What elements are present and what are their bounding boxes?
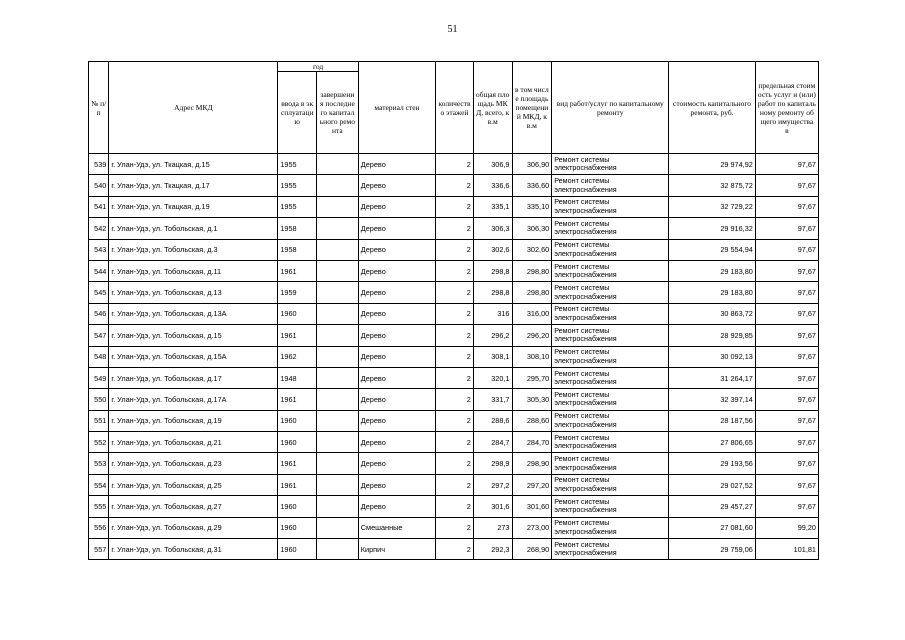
header-year-commission: ввода в эксплуатацию xyxy=(278,72,317,154)
cell-limit-cost: 99,20 xyxy=(755,517,818,538)
cell-floors: 2 xyxy=(436,325,474,346)
cell-year-last-repair xyxy=(317,154,359,175)
cell-number: 549 xyxy=(89,367,109,388)
cell-year-last-repair xyxy=(317,282,359,303)
cell-total-area: 320,1 xyxy=(473,367,512,388)
cell-address: г. Улан-Удэ, ул. Тобольская, д.31 xyxy=(109,539,278,560)
cell-year-last-repair xyxy=(317,239,359,260)
cell-number: 544 xyxy=(89,260,109,281)
cell-number: 557 xyxy=(89,539,109,560)
cell-address: г. Улан-Удэ, ул. Тобольская, д.15А xyxy=(109,346,278,367)
cell-work-type: Ремонт системы электроснабжения xyxy=(552,175,669,196)
cell-work-type: Ремонт системы электроснабжения xyxy=(552,539,669,560)
cell-limit-cost: 97,67 xyxy=(755,282,818,303)
cell-number: 550 xyxy=(89,389,109,410)
cell-floors: 2 xyxy=(436,410,474,431)
cell-incl-area: 298,80 xyxy=(512,282,552,303)
cell-year-last-repair xyxy=(317,539,359,560)
cell-incl-area: 296,20 xyxy=(512,325,552,346)
cell-year-commission: 1960 xyxy=(278,303,317,324)
cell-cost: 27 081,60 xyxy=(669,517,756,538)
cell-total-area: 298,9 xyxy=(473,453,512,474)
table-row xyxy=(89,239,819,260)
cell-number: 554 xyxy=(89,474,109,495)
cell-work-type: Ремонт системы электроснабжения xyxy=(552,474,669,495)
table-row xyxy=(89,303,819,324)
cell-address: г. Улан-Удэ, ул. Тобольская, д.15 xyxy=(109,325,278,346)
cell-cost: 28 187,56 xyxy=(669,410,756,431)
cell-total-area: 308,1 xyxy=(473,346,512,367)
cell-total-area: 306,9 xyxy=(473,154,512,175)
cell-year-last-repair xyxy=(317,346,359,367)
cell-address: г. Улан-Удэ, ул. Тобольская, д.21 xyxy=(109,432,278,453)
cell-limit-cost: 97,67 xyxy=(755,260,818,281)
cell-floors: 2 xyxy=(436,175,474,196)
cell-incl-area: 268,90 xyxy=(512,539,552,560)
cell-wall-material: Дерево xyxy=(358,239,435,260)
cell-wall-material: Дерево xyxy=(358,196,435,217)
cell-cost: 32 875,72 xyxy=(669,175,756,196)
cell-year-last-repair xyxy=(317,496,359,517)
cell-total-area: 316 xyxy=(473,303,512,324)
cell-year-commission: 1962 xyxy=(278,346,317,367)
cell-year-last-repair xyxy=(317,175,359,196)
cell-total-area: 306,3 xyxy=(473,218,512,239)
cell-cost: 29 554,94 xyxy=(669,239,756,260)
cell-incl-area: 335,10 xyxy=(512,196,552,217)
cell-number: 546 xyxy=(89,303,109,324)
cell-year-last-repair xyxy=(317,432,359,453)
cell-total-area: 288,6 xyxy=(473,410,512,431)
cell-limit-cost: 97,67 xyxy=(755,239,818,260)
cell-number: 552 xyxy=(89,432,109,453)
table-row xyxy=(89,175,819,196)
cell-year-commission: 1961 xyxy=(278,260,317,281)
cell-cost: 29 183,80 xyxy=(669,282,756,303)
cell-limit-cost: 101,81 xyxy=(755,539,818,560)
cell-address: г. Улан-Удэ, ул. Тобольская, д.25 xyxy=(109,474,278,495)
cell-number: 543 xyxy=(89,239,109,260)
cell-work-type: Ремонт системы электроснабжения xyxy=(552,367,669,388)
cell-work-type: Ремонт системы электроснабжения xyxy=(552,218,669,239)
page-number: 51 xyxy=(447,24,458,35)
cell-work-type: Ремонт системы электроснабжения xyxy=(552,196,669,217)
cell-total-area: 298,8 xyxy=(473,282,512,303)
cell-limit-cost: 97,67 xyxy=(755,346,818,367)
cell-year-commission: 1959 xyxy=(278,282,317,303)
cell-wall-material: Дерево xyxy=(358,175,435,196)
cell-incl-area: 306,30 xyxy=(512,218,552,239)
cell-total-area: 301,6 xyxy=(473,496,512,517)
cell-wall-material: Дерево xyxy=(358,432,435,453)
cell-address: г. Улан-Удэ, ул. Тобольская, д.3 xyxy=(109,239,278,260)
cell-number: 540 xyxy=(89,175,109,196)
cell-total-area: 292,3 xyxy=(473,539,512,560)
cell-year-last-repair xyxy=(317,453,359,474)
cell-year-last-repair xyxy=(317,367,359,388)
cell-year-last-repair xyxy=(317,325,359,346)
cell-address: г. Улан-Удэ, ул. Тобольская, д.17А xyxy=(109,389,278,410)
cell-work-type: Ремонт системы электроснабжения xyxy=(552,496,669,517)
cell-number: 548 xyxy=(89,346,109,367)
cell-floors: 2 xyxy=(436,539,474,560)
table-row xyxy=(89,346,819,367)
cell-incl-area: 336,60 xyxy=(512,175,552,196)
cell-year-commission: 1948 xyxy=(278,367,317,388)
cell-cost: 30 092,13 xyxy=(669,346,756,367)
table-row xyxy=(89,517,819,538)
table-row xyxy=(89,453,819,474)
cell-work-type: Ремонт системы электроснабжения xyxy=(552,282,669,303)
cell-number: 541 xyxy=(89,196,109,217)
cell-floors: 2 xyxy=(436,432,474,453)
header-cost: стоимость капитального ремонта, руб. xyxy=(669,62,756,154)
cell-number: 545 xyxy=(89,282,109,303)
cell-year-commission: 1961 xyxy=(278,474,317,495)
cell-incl-area: 298,90 xyxy=(512,453,552,474)
cell-incl-area: 288,60 xyxy=(512,410,552,431)
cell-address: г. Улан-Удэ, ул. Ткацкая, д.15 xyxy=(109,154,278,175)
cell-year-commission: 1960 xyxy=(278,517,317,538)
header-limit-cost: предельная стоимость услуг и (или) работ по капитальному ремонту общего имущества в xyxy=(755,62,818,154)
cell-cost: 31 264,17 xyxy=(669,367,756,388)
cell-floors: 2 xyxy=(436,154,474,175)
cell-limit-cost: 97,67 xyxy=(755,367,818,388)
cell-incl-area: 308,10 xyxy=(512,346,552,367)
cell-address: г. Улан-Удэ, ул. Тобольская, д.19 xyxy=(109,410,278,431)
cell-work-type: Ремонт системы электроснабжения xyxy=(552,303,669,324)
header-incl-area: в том числе площадь помещений МКД, кв.м xyxy=(512,62,552,154)
cell-address: г. Улан-Удэ, ул. Тобольская, д.17 xyxy=(109,367,278,388)
cell-limit-cost: 97,67 xyxy=(755,453,818,474)
table-row xyxy=(89,218,819,239)
header-work-type: вид работ/услуг по капитальному ремонту xyxy=(552,62,669,154)
cell-limit-cost: 97,67 xyxy=(755,496,818,517)
cell-year-commission: 1955 xyxy=(278,175,317,196)
cell-limit-cost: 97,67 xyxy=(755,432,818,453)
cell-year-last-repair xyxy=(317,517,359,538)
cell-limit-cost: 97,67 xyxy=(755,218,818,239)
cell-wall-material: Дерево xyxy=(358,474,435,495)
cell-floors: 2 xyxy=(436,517,474,538)
cell-wall-material: Дерево xyxy=(358,260,435,281)
cell-cost: 29 916,32 xyxy=(669,218,756,239)
cell-total-area: 335,1 xyxy=(473,196,512,217)
cell-wall-material: Дерево xyxy=(358,389,435,410)
cell-total-area: 336,6 xyxy=(473,175,512,196)
cell-limit-cost: 97,67 xyxy=(755,175,818,196)
cell-limit-cost: 97,67 xyxy=(755,389,818,410)
cell-year-last-repair xyxy=(317,389,359,410)
cell-cost: 32 397,14 xyxy=(669,389,756,410)
cell-wall-material: Дерево xyxy=(358,303,435,324)
cell-year-commission: 1960 xyxy=(278,410,317,431)
table-row xyxy=(89,260,819,281)
cell-year-commission: 1961 xyxy=(278,453,317,474)
cell-incl-area: 316,00 xyxy=(512,303,552,324)
cell-cost: 27 806,65 xyxy=(669,432,756,453)
cell-address: г. Улан-Удэ, ул. Ткацкая, д.19 xyxy=(109,196,278,217)
table-row xyxy=(89,389,819,410)
table-header xyxy=(89,62,819,154)
cell-total-area: 296,2 xyxy=(473,325,512,346)
cell-total-area: 297,2 xyxy=(473,474,512,495)
cell-wall-material: Дерево xyxy=(358,154,435,175)
table-row xyxy=(89,154,819,175)
cell-year-last-repair xyxy=(317,410,359,431)
cell-number: 539 xyxy=(89,154,109,175)
cell-total-area: 331,7 xyxy=(473,389,512,410)
cell-cost: 29 974,92 xyxy=(669,154,756,175)
cell-incl-area: 284,70 xyxy=(512,432,552,453)
cell-limit-cost: 97,67 xyxy=(755,474,818,495)
cell-wall-material: Дерево xyxy=(358,346,435,367)
cell-year-commission: 1958 xyxy=(278,218,317,239)
cell-work-type: Ремонт системы электроснабжения xyxy=(552,346,669,367)
cell-limit-cost: 97,67 xyxy=(755,325,818,346)
cell-floors: 2 xyxy=(436,196,474,217)
cell-number: 556 xyxy=(89,517,109,538)
cell-floors: 2 xyxy=(436,474,474,495)
cell-incl-area: 306,90 xyxy=(512,154,552,175)
cell-floors: 2 xyxy=(436,346,474,367)
cell-number: 547 xyxy=(89,325,109,346)
cell-cost: 29 759,06 xyxy=(669,539,756,560)
cell-address: г. Улан-Удэ, ул. Тобольская, д.1 xyxy=(109,218,278,239)
cell-cost: 28 929,85 xyxy=(669,325,756,346)
cell-number: 551 xyxy=(89,410,109,431)
cell-wall-material: Дерево xyxy=(358,453,435,474)
cell-year-last-repair xyxy=(317,196,359,217)
cell-work-type: Ремонт системы электроснабжения xyxy=(552,517,669,538)
cell-limit-cost: 97,67 xyxy=(755,154,818,175)
table-row xyxy=(89,496,819,517)
cell-year-last-repair xyxy=(317,474,359,495)
cell-wall-material: Дерево xyxy=(358,325,435,346)
cell-address: г. Улан-Удэ, ул. Тобольская, д.27 xyxy=(109,496,278,517)
cell-work-type: Ремонт системы электроснабжения xyxy=(552,410,669,431)
cell-floors: 2 xyxy=(436,239,474,260)
cell-work-type: Ремонт системы электроснабжения xyxy=(552,325,669,346)
cell-total-area: 302,6 xyxy=(473,239,512,260)
table-row xyxy=(89,325,819,346)
cell-address: г. Улан-Удэ, ул. Ткацкая, д.17 xyxy=(109,175,278,196)
cell-year-commission: 1960 xyxy=(278,496,317,517)
cell-wall-material: Дерево xyxy=(358,367,435,388)
table-row xyxy=(89,410,819,431)
table-body xyxy=(89,154,819,560)
cell-wall-material: Дерево xyxy=(358,496,435,517)
cell-address: г. Улан-Удэ, ул. Тобольская, д.13 xyxy=(109,282,278,303)
cell-incl-area: 273,00 xyxy=(512,517,552,538)
cell-total-area: 284,7 xyxy=(473,432,512,453)
cell-cost: 29 183,80 xyxy=(669,260,756,281)
cell-address: г. Улан-Удэ, ул. Тобольская, д.13А xyxy=(109,303,278,324)
header-floors: количество этажей xyxy=(436,62,474,154)
cell-year-last-repair xyxy=(317,303,359,324)
cell-year-last-repair xyxy=(317,218,359,239)
table-row xyxy=(89,196,819,217)
header-total-area: общая площадь МКД, всего, кв.м xyxy=(473,62,512,154)
cell-limit-cost: 97,67 xyxy=(755,410,818,431)
cell-floors: 2 xyxy=(436,367,474,388)
cell-cost: 29 457,27 xyxy=(669,496,756,517)
cell-year-commission: 1955 xyxy=(278,196,317,217)
cell-work-type: Ремонт системы электроснабжения xyxy=(552,432,669,453)
cell-number: 542 xyxy=(89,218,109,239)
header-no: № п/п xyxy=(89,62,109,154)
cell-incl-area: 298,80 xyxy=(512,260,552,281)
cell-year-commission: 1955 xyxy=(278,154,317,175)
cell-wall-material: Дерево xyxy=(358,410,435,431)
cell-floors: 2 xyxy=(436,453,474,474)
table-row xyxy=(89,432,819,453)
cell-number: 553 xyxy=(89,453,109,474)
cell-incl-area: 297,20 xyxy=(512,474,552,495)
header-year-last-repair: завершения последнего капитального ремонта xyxy=(317,72,359,154)
cell-work-type: Ремонт системы электроснабжения xyxy=(552,239,669,260)
cell-cost: 32 729,22 xyxy=(669,196,756,217)
cell-wall-material: Дерево xyxy=(358,218,435,239)
cell-address: г. Улан-Удэ, ул. Тобольская, д.23 xyxy=(109,453,278,474)
cell-floors: 2 xyxy=(436,282,474,303)
table-row xyxy=(89,474,819,495)
header-year: год xyxy=(278,62,358,72)
cell-wall-material: Смешанные xyxy=(358,517,435,538)
cell-year-commission: 1960 xyxy=(278,539,317,560)
cell-incl-area: 295,70 xyxy=(512,367,552,388)
cell-address: г. Улан-Удэ, ул. Тобольская, д.29 xyxy=(109,517,278,538)
cell-wall-material: Дерево xyxy=(358,282,435,303)
cell-incl-area: 305,30 xyxy=(512,389,552,410)
cell-work-type: Ремонт системы электроснабжения xyxy=(552,260,669,281)
cell-year-commission: 1958 xyxy=(278,239,317,260)
cell-year-commission: 1961 xyxy=(278,389,317,410)
cell-cost: 29 027,52 xyxy=(669,474,756,495)
cell-work-type: Ремонт системы электроснабжения xyxy=(552,389,669,410)
housing-repair-table xyxy=(88,61,819,560)
cell-floors: 2 xyxy=(436,496,474,517)
cell-year-commission: 1960 xyxy=(278,432,317,453)
table-row xyxy=(89,367,819,388)
cell-limit-cost: 97,67 xyxy=(755,196,818,217)
cell-limit-cost: 97,67 xyxy=(755,303,818,324)
table-row xyxy=(89,282,819,303)
header-wall-material: материал стен xyxy=(358,62,435,154)
cell-work-type: Ремонт системы электроснабжения xyxy=(552,154,669,175)
cell-floors: 2 xyxy=(436,218,474,239)
cell-total-area: 298,8 xyxy=(473,260,512,281)
cell-wall-material: Кирпич xyxy=(358,539,435,560)
cell-total-area: 273 xyxy=(473,517,512,538)
cell-year-commission: 1961 xyxy=(278,325,317,346)
cell-floors: 2 xyxy=(436,260,474,281)
cell-cost: 30 863,72 xyxy=(669,303,756,324)
header-address: Адрес МКД xyxy=(109,62,278,154)
cell-number: 555 xyxy=(89,496,109,517)
cell-address: г. Улан-Удэ, ул. Тобольская, д.11 xyxy=(109,260,278,281)
cell-cost: 29 193,56 xyxy=(669,453,756,474)
cell-incl-area: 301,60 xyxy=(512,496,552,517)
cell-floors: 2 xyxy=(436,303,474,324)
cell-year-last-repair xyxy=(317,260,359,281)
cell-floors: 2 xyxy=(436,389,474,410)
cell-incl-area: 302,60 xyxy=(512,239,552,260)
cell-work-type: Ремонт системы электроснабжения xyxy=(552,453,669,474)
table-row xyxy=(89,539,819,560)
